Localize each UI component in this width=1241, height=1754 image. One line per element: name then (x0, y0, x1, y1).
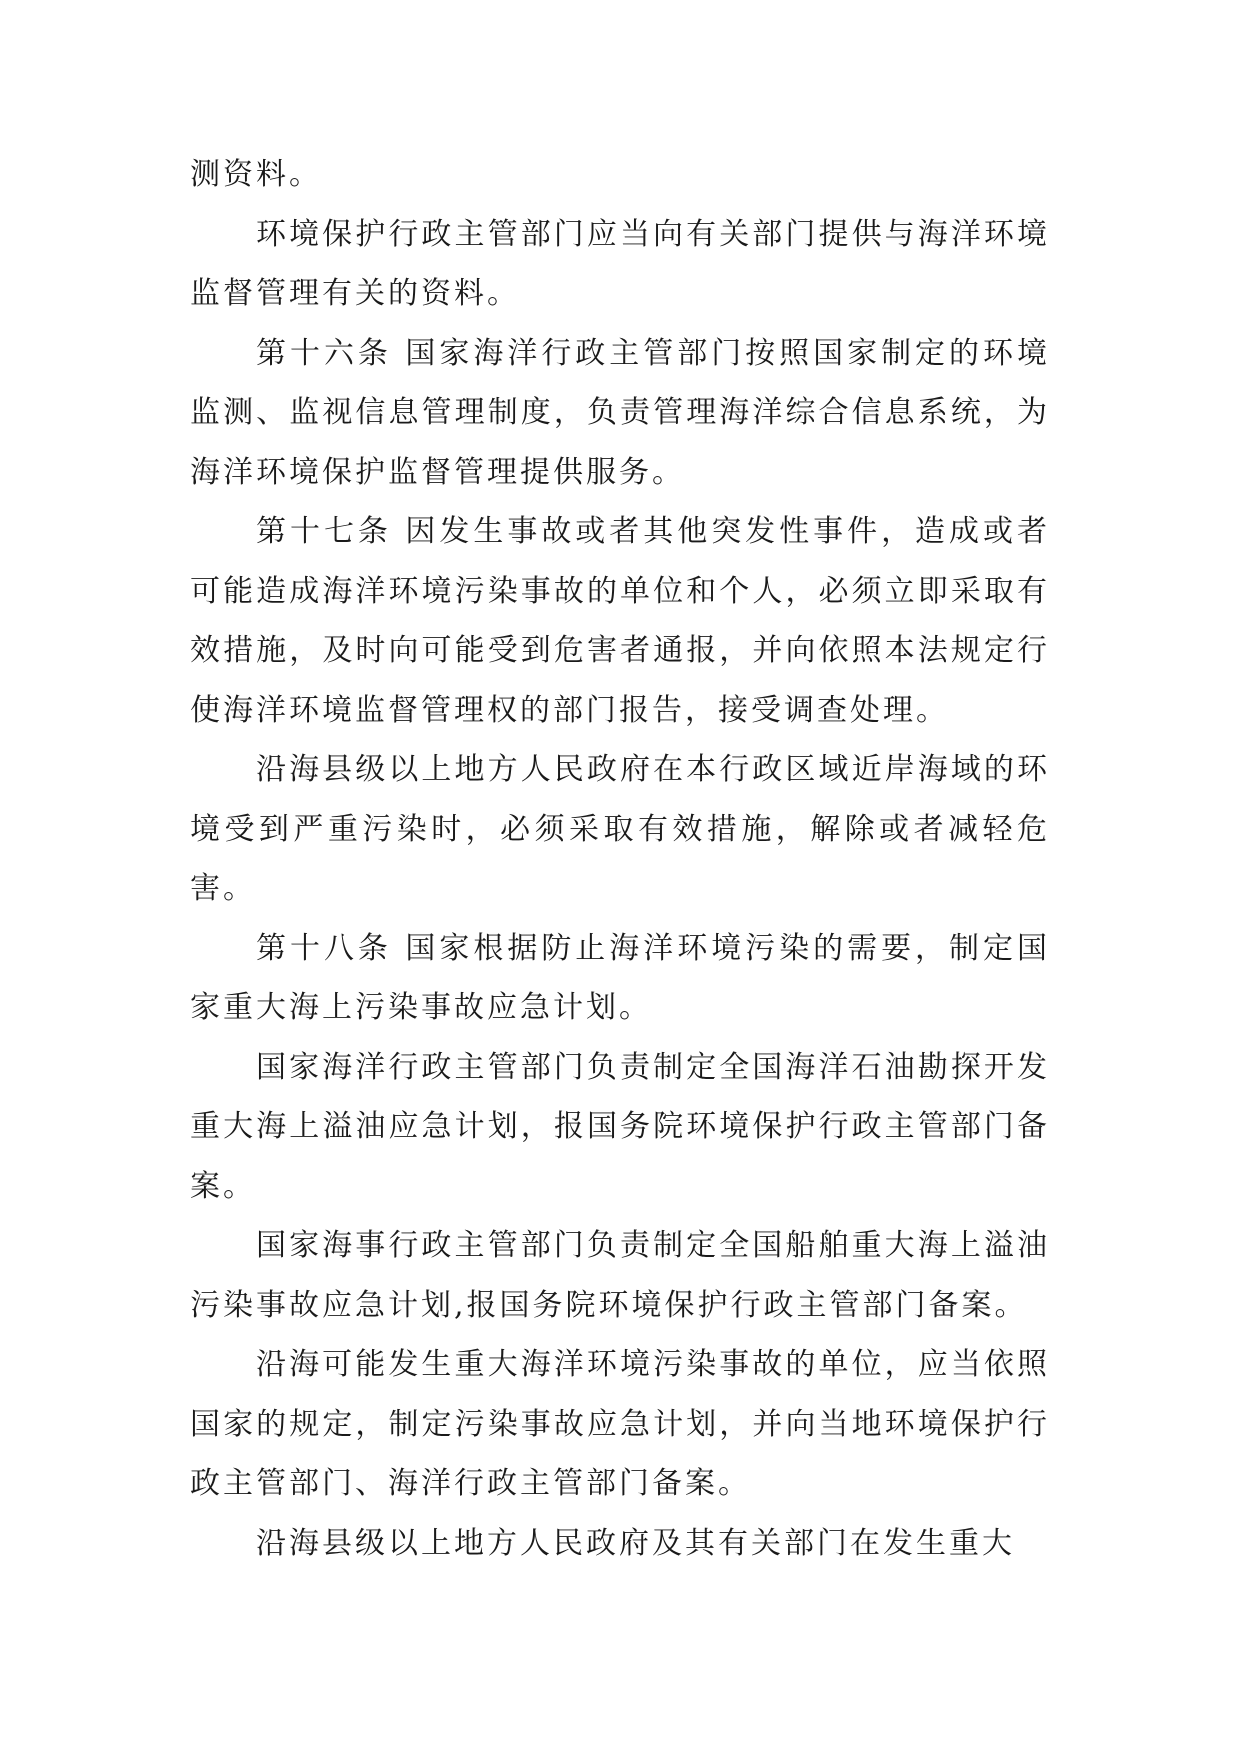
article-18-paragraph: 第十八条 国家根据防止海洋环境污染的需要，制定国家重大海上污染事故应急计划。 (190, 930, 1050, 1025)
paragraph: 沿海县级以上地方人民政府在本行政区域近岸海域的环境受到严重污染时，必须采取有效措施，解除或者减轻危害。 (190, 752, 1050, 906)
paragraph: 沿海可能发生重大海洋环境污染事故的单位，应当依照国家的规定，制定污染事故应急计划，并向当地环境保护行政主管部门、海洋行政主管部门备案。 (190, 1347, 1050, 1501)
article-16-paragraph: 第十六条 国家海洋行政主管部门按照国家制定的环境监测、监视信息管理制度，负责管理海洋综合信息系统，为海洋环境保护监督管理提供服务。 (190, 335, 1050, 490)
paragraph-continuation: 测资料。 (190, 157, 322, 192)
paragraph: 环境保护行政主管部门应当向有关部门提供与海洋环境监督管理有关的资料。 (190, 216, 1050, 311)
paragraph: 国家海事行政主管部门负责制定全国船舶重大海上溢油污染事故应急计划,报国务院环境保护行政主管部门备案。 (190, 1228, 1050, 1323)
paragraph: 国家海洋行政主管部门负责制定全国海洋石油勘探开发重大海上溢油应急计划，报国务院环境保护行政主管部门备案。 (190, 1049, 1050, 1204)
document-page (190, 145, 1050, 1573)
paragraph: 沿海县级以上地方人民政府及其有关部门在发生重大 (256, 1525, 1015, 1561)
article-17-paragraph: 第十七条 因发生事故或者其他突发性事件，造成或者可能造成海洋环境污染事故的单位和个人，必须立即采取有效措施，及时向可能受到危害者通报，并向依照本法规定行使海洋环境监督管理权的部门报告，接受调查处理。 (190, 514, 1050, 728)
